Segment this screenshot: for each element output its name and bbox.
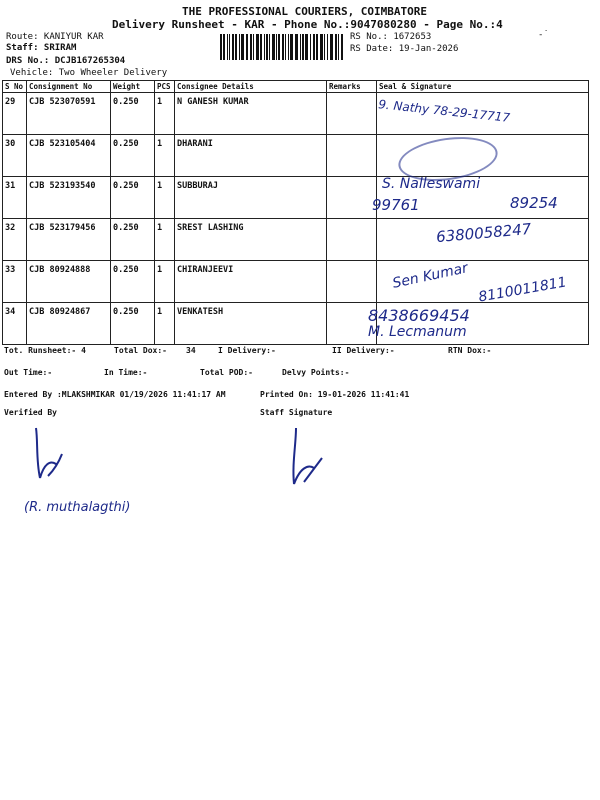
cell-sno: 34 <box>3 303 27 345</box>
cell-consignee: VENKATESH <box>175 303 327 345</box>
i-delivery: I Delivery:- <box>218 346 276 355</box>
rs-number: RS No.: 1672653 <box>350 32 432 42</box>
corner-mark: -˙ <box>538 30 549 40</box>
ii-delivery: II Delivery:- <box>332 346 395 355</box>
col-weight: Weight <box>111 81 155 93</box>
entered-by: Entered By :MLAKSHMIKAR 01/19/2026 11:41:17 AM <box>4 390 226 399</box>
handwritten-signature-row31: S. Nalleswami <box>382 176 481 192</box>
verifier-signature-mark <box>28 424 68 484</box>
handwritten-number-row34: 8438669454 <box>368 306 470 325</box>
barcode <box>220 34 346 60</box>
cell-consignment: CJB 523193540 <box>27 177 111 219</box>
cell-pcs: 1 <box>155 135 175 177</box>
cell-weight: 0.250 <box>111 219 155 261</box>
verifier-handwritten-name: (R. muthalagthi) <box>24 500 131 515</box>
runsheet-subtitle: Delivery Runsheet - KAR - Phone No.:9047080280 - Page No.:4 <box>112 18 503 31</box>
cell-weight: 0.250 <box>111 261 155 303</box>
cell-pcs: 1 <box>155 93 175 135</box>
verified-by: Verified By <box>4 408 57 417</box>
cell-consignment: CJB 80924888 <box>27 261 111 303</box>
table-header-row <box>3 81 589 93</box>
route-text: Route: KANIYUR KAR <box>6 32 104 42</box>
cell-consignment: CJB 523179456 <box>27 219 111 261</box>
cell-consignee: CHIRANJEEVI <box>175 261 327 303</box>
cell-remarks <box>327 135 377 177</box>
cell-pcs: 1 <box>155 219 175 261</box>
cell-pcs: 1 <box>155 303 175 345</box>
col-seal-signature: Seal & Signature <box>377 81 589 93</box>
cell-weight: 0.250 <box>111 93 155 135</box>
cell-pcs: 1 <box>155 261 175 303</box>
vehicle-text: Vehicle: Two Wheeler Delivery <box>10 68 168 78</box>
col-sno: S No <box>3 81 27 93</box>
total-dox-label: Total Dox:- <box>114 346 167 355</box>
cell-weight: 0.250 <box>111 135 155 177</box>
handwritten-signature-row34: M. Lecmanum <box>368 324 467 340</box>
col-consignment: Consignment No <box>27 81 111 93</box>
cell-consignee: N GANESH KUMAR <box>175 93 327 135</box>
handwritten-number-row32: 6380058247 <box>435 219 533 247</box>
rs-date: RS Date: 19-Jan-2026 <box>350 44 459 54</box>
col-pcs: PCS <box>155 81 175 93</box>
cell-consignee: SREST LASHING <box>175 219 327 261</box>
cell-sno: 33 <box>3 261 27 303</box>
cell-consignee: SUBBURAJ <box>175 177 327 219</box>
company-title: THE PROFESSIONAL COURIERS, COIMBATORE <box>182 5 428 18</box>
cell-pcs: 1 <box>155 177 175 219</box>
tot-runsheet: Tot. Runsheet:- 4 <box>4 346 86 355</box>
cell-weight: 0.250 <box>111 303 155 345</box>
in-time: In Time:- <box>104 368 148 377</box>
handwritten-number-row33b: 8110011811 <box>477 274 568 306</box>
drs-text: DRS No.: DCJB167265304 <box>6 56 126 66</box>
cell-consignee: DHARANI <box>175 135 327 177</box>
cell-consignment: CJB 80924867 <box>27 303 111 345</box>
cell-sno: 29 <box>3 93 27 135</box>
handwritten-number-row31b: 89254 <box>510 194 558 212</box>
cell-remarks <box>327 93 377 135</box>
printed-on: Printed On: 19-01-2026 11:41:41 <box>260 390 410 399</box>
cell-sno: 31 <box>3 177 27 219</box>
rtn-dox: RTN Dox:- <box>448 346 492 355</box>
cell-consignment: CJB 523105404 <box>27 135 111 177</box>
table-row <box>3 135 589 177</box>
cell-sno: 30 <box>3 135 27 177</box>
handwritten-number-row31a: 99761 <box>372 196 420 214</box>
out-time: Out Time:- <box>4 368 53 377</box>
cell-remarks <box>327 219 377 261</box>
table-row <box>3 303 589 345</box>
cell-remarks <box>327 177 377 219</box>
handwritten-signature-row29: 9. Nathy 78-29-17717 <box>377 97 511 125</box>
staff-text: Staff: SRIRAM <box>6 43 77 53</box>
cell-sno: 32 <box>3 219 27 261</box>
total-dox-value: 34 <box>186 346 196 355</box>
staff-signature-mark <box>282 424 328 488</box>
handwritten-signature-row33a: Sen Kumar <box>391 260 470 292</box>
col-remarks: Remarks <box>327 81 377 93</box>
cell-weight: 0.250 <box>111 177 155 219</box>
col-consignee: Consignee Details <box>175 81 327 93</box>
total-pod: Total POD:- <box>200 368 253 377</box>
table-row <box>3 177 589 219</box>
cell-consignment: CJB 523070591 <box>27 93 111 135</box>
cell-remarks <box>327 261 377 303</box>
staff-signature: Staff Signature <box>260 408 333 417</box>
delvy-points: Delvy Points:- <box>282 368 350 377</box>
